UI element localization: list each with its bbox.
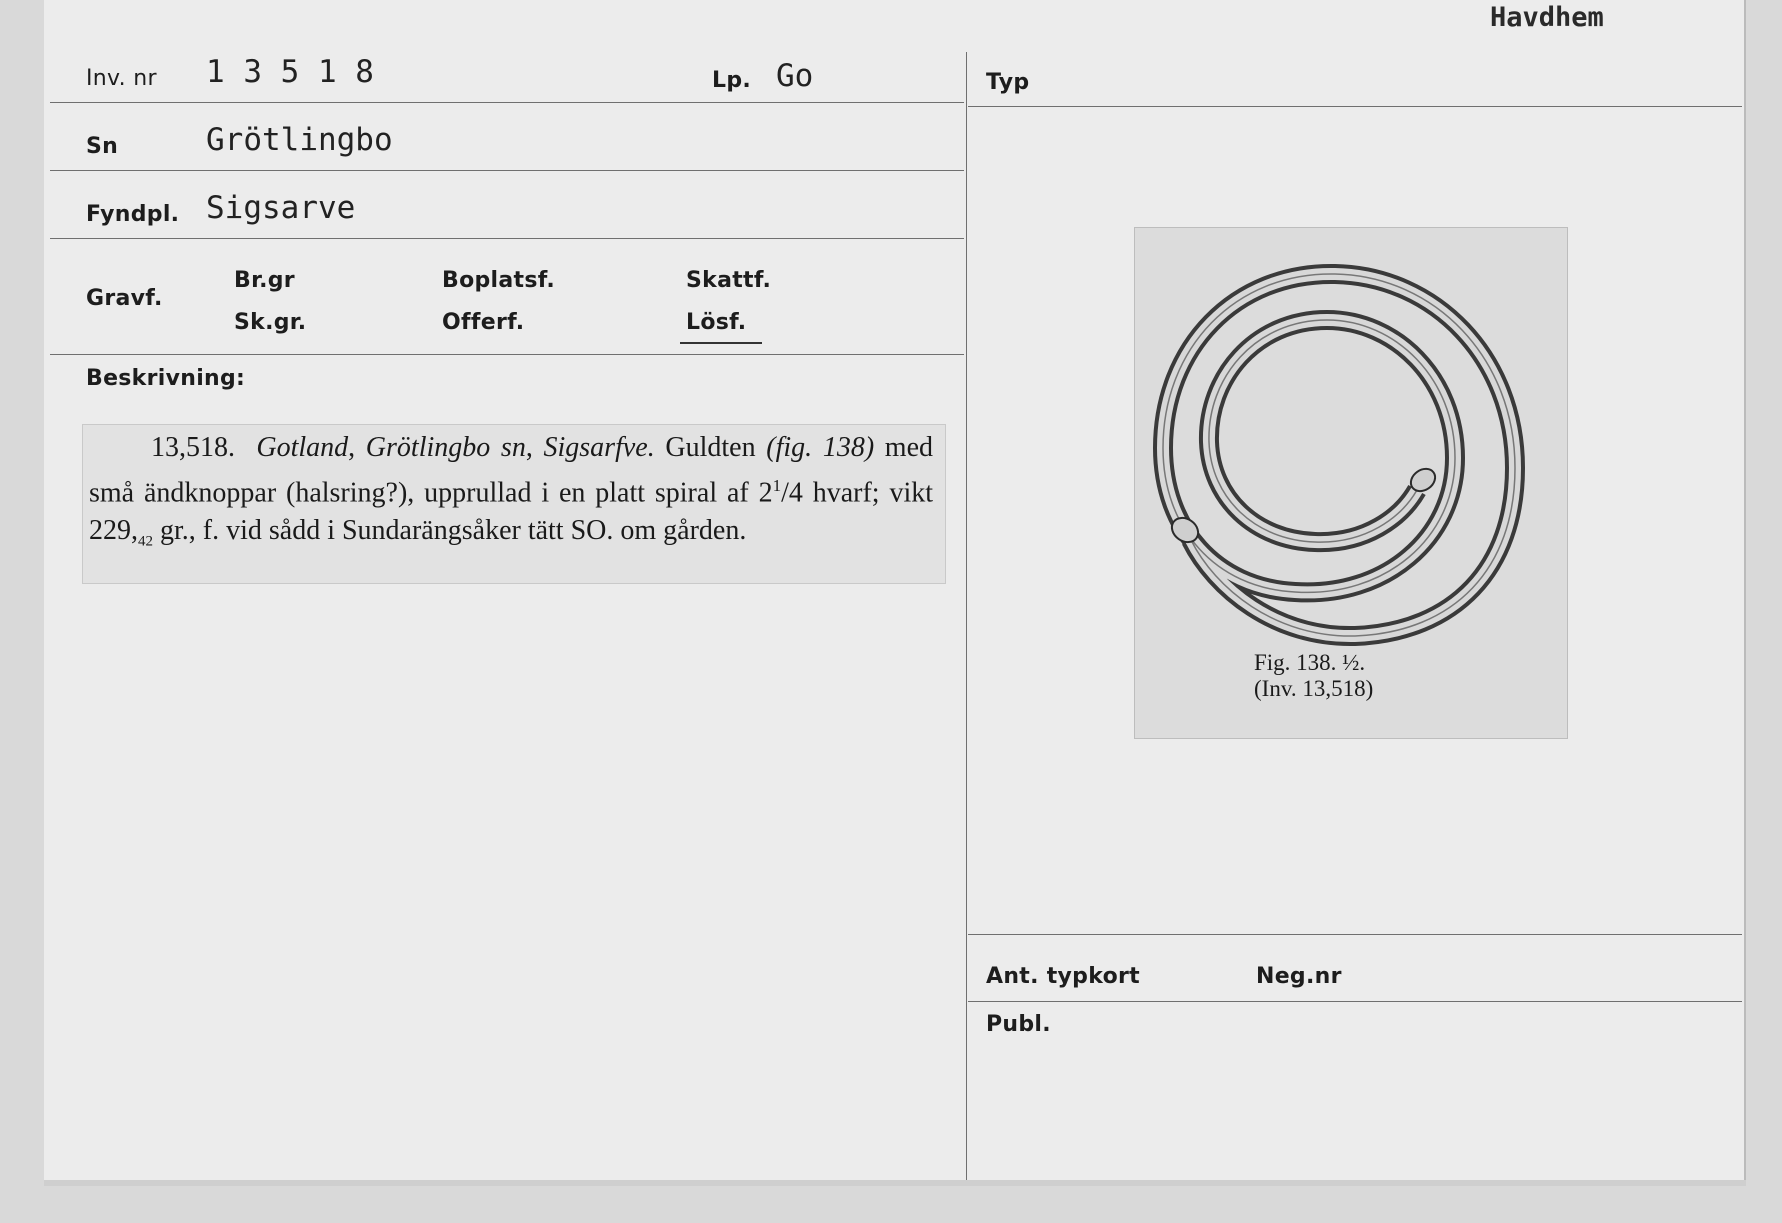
- lp-label: Lp.: [712, 68, 752, 93]
- desc-text-2: med små ändknoppar (halsring?), upprullad i en platt spiral af 2: [89, 432, 934, 509]
- rule-typ: [968, 106, 1742, 107]
- figure-caption: [1254, 650, 1373, 702]
- neg-nr-label: Neg.nr: [1256, 964, 1342, 989]
- desc-frac-den: /4: [781, 477, 803, 509]
- desc-fig-ref: (fig. 138): [766, 432, 875, 463]
- skgr-label: Sk.gr.: [234, 310, 307, 335]
- desc-frac-num: 1: [772, 476, 782, 495]
- desc-place-1: Gotland: [256, 432, 349, 463]
- typ-label: Typ: [986, 70, 1030, 95]
- publ-label: Publ.: [986, 1012, 1051, 1037]
- desc-number: 13,518.: [151, 432, 235, 463]
- rule-bottom-1: [968, 934, 1742, 935]
- skattf-label: Skattf.: [686, 268, 772, 293]
- figure-caption-line-1: Fig. 138. ½.: [1254, 650, 1366, 675]
- lp-value: Go: [776, 58, 814, 94]
- losf-underline: [680, 342, 762, 344]
- rule-inv: [50, 102, 964, 103]
- inv-nr-value: 1 3 5 1 8: [206, 54, 374, 90]
- fyndpl-label: Fyndpl.: [86, 202, 180, 227]
- gravf-label: Gravf.: [86, 286, 163, 311]
- desc-place-3: Sigsarfve.: [543, 432, 655, 463]
- column-divider: [966, 52, 967, 1180]
- losf-label: Lösf.: [686, 310, 747, 335]
- desc-comma-1: ,: [348, 432, 356, 463]
- top-right-location: Havdhem: [1490, 2, 1604, 33]
- figure-caption-line-2: (Inv. 13,518): [1254, 676, 1374, 701]
- sn-value: Grötlingbo: [206, 122, 393, 158]
- description-text: [83, 425, 945, 561]
- desc-text-1: Guldten: [654, 432, 756, 463]
- desc-place-2: Grötlingbo sn: [365, 432, 526, 463]
- beskrivning-label: Beskrivning:: [86, 366, 246, 391]
- rule-sn: [50, 170, 964, 171]
- brgr-label: Br.gr: [234, 268, 295, 293]
- rule-bottom-2: [968, 1001, 1742, 1002]
- desc-weight-decimal: 42: [138, 533, 153, 550]
- desc-comma-2: ,: [525, 432, 533, 463]
- rule-fyndpl: [50, 238, 964, 239]
- ant-typkort-label: Ant. typkort: [986, 964, 1140, 989]
- desc-text-4: gr., f. vid sådd i Sundarängsåker tätt SO. om gården.: [153, 515, 747, 547]
- description-clipping: [82, 424, 946, 584]
- sn-label: Sn: [86, 134, 119, 159]
- fyndpl-value: Sigsarve: [206, 190, 356, 226]
- offerf-label: Offerf.: [442, 310, 525, 335]
- desc-text-3: hvarf; vikt 229,: [89, 477, 933, 547]
- rule-gravf: [50, 354, 964, 355]
- boplatsf-label: Boplatsf.: [442, 268, 556, 293]
- inv-nr-label: Inv. nr: [86, 66, 157, 91]
